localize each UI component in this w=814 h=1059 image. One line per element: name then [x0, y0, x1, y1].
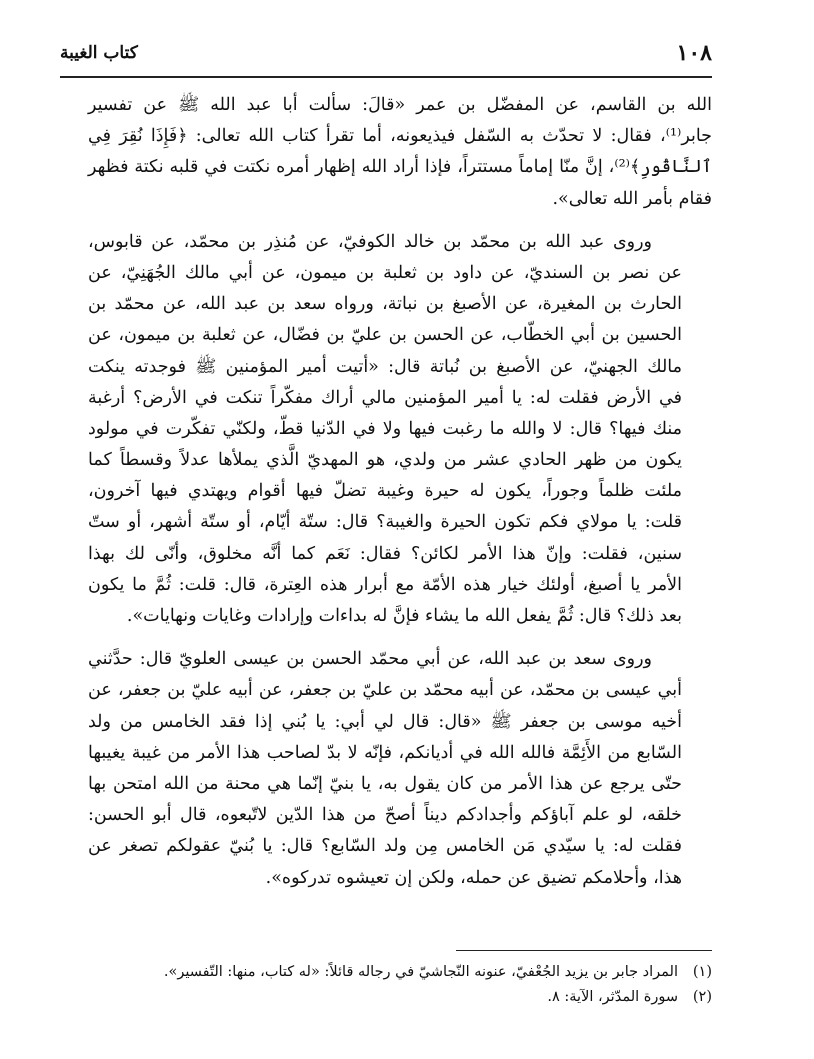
footnote-2	[60, 985, 712, 1010]
text-line: قلت: يا مولاي فكم تكون الحيرة والغيبة؟ قال: ستّة أيّام، أو ستّة أشهر، أو ستّ	[88, 512, 682, 533]
text-line: منك فيها؟ قال: لا والله ما رغبت فيها ولا في الدّنيا قطّ، ولكنّي تفكّرت في مولود	[88, 418, 682, 439]
text-line: ٱلنَّاقُورِ﴾⁽²⁾، إنَّ منّا إماماً مستتراً، فإذا أراد الله إظهار أمره نكتت في قلبه نكتة فظهر	[88, 157, 712, 178]
text-line: سنين، فقلت: وإنّ هذا الأمر لكائن؟ فقال: نَعَم كما أنَّه مخلوق، وأنّى لك بهذا	[88, 543, 682, 564]
text-line: في الأرض فقلت له: يا أمير المؤمنين مالي أراك مفكّراً تنكت في الأرض؟ أرغبة	[88, 387, 682, 408]
paragraph-1	[88, 90, 712, 215]
footnote-divider	[456, 950, 712, 951]
text-line: هذا، وأحلامكم تضيق عن حمله، ولكن إن تعيشوه تدركوه».	[265, 867, 682, 888]
text-line: وروى سعد بن عبد الله، عن أبي محمّد الحسن بن عيسى العلويّ قال: حدَّثني	[88, 649, 652, 670]
page-number: ١٠٨	[676, 40, 712, 66]
text-line: ملئت ظلماً وجوراً، يكون له حيرة وغيبة تضلّ فيها أقوام ويهتدي فيها آخرون،	[88, 481, 682, 502]
text-line: جابر⁽¹⁾، فقال: لا تحدّث به السّفل فيذيعونه، أما تقرأ كتاب الله تعالى: ﴿فَإِذَا نُقِرَ فِي	[88, 126, 712, 147]
footnote-marker: (١)	[692, 964, 712, 980]
footnote-marker: (٢)	[692, 989, 712, 1005]
book-title: كتاب الغيبة	[60, 43, 138, 63]
text-line: مالك الجهنيّ، عن الأصبغ بن نُباتة قال: «أتيت أمير المؤمنين ﷺ فوجدته ينكت	[88, 356, 682, 377]
text-line: وروى عبد الله بن محمّد بن خالد الكوفيّ، عن مُنذِر بن محمّد، عن قابوس،	[88, 231, 652, 252]
running-header	[60, 36, 712, 66]
text-line: فقلت له: يا سيّدي مَن الخامس مِن ولد السّابع؟ قال: يا بُنيّ عقولكم تصغر عن	[88, 836, 682, 857]
footnote-text: المراد جابر بن يزيد الجُعْفيّ، عنونه النّجاشيّ في رجاله قائلاً: «له كتاب، منها: التّفسير».	[163, 964, 678, 980]
text-line: خلقه، لو علم آباؤكم وأجدادكم ديناً أصحّ من هذا الدّين لاتّبعوه، قال أبو الحسن:	[88, 805, 682, 826]
text-line: الله بن القاسم، عن المفضّل بن عمر «قالَ: سألت أبا عبد الله ﷺ عن تفسير	[88, 95, 712, 115]
text-line: الحسين بن أبي الخطّاب، عن الحسن بن عليّ بن فضّال، عن ثعلبة بن ميمون، عن	[88, 325, 682, 346]
text-line: أخيه موسى بن جعفر ﷺ «قال: قال لي أبي: يا بُني إذا فقد الخامس من ولد	[88, 711, 682, 732]
text-line: عن نصر بن السنديّ، عن داود بن ثعلبة بن ميمون، عن أبي مالك الجُهَنِيّ، عن	[88, 262, 682, 283]
paragraph-2	[88, 227, 712, 632]
header-divider	[60, 76, 712, 78]
paragraph-3	[88, 644, 712, 894]
text-line: أبي عيسى بن محمّد، عن أبيه محمّد بن عليّ بن جعفر، عن أبيه عليّ بن جعفر، عن	[88, 680, 682, 701]
text-line: السّابع من الأَئِمَّة فالله الله في أديانكم، فإنّه لا بدّ لصاحب هذا الأمر من غيبة يغيبها	[88, 742, 682, 763]
text-line: يكون من ظهر الحادي عشر من ولدي، هو المهديّ الَّذي يملأها عدلاً وقسطاً كما	[88, 450, 682, 471]
book-page	[60, 0, 712, 1059]
body-text	[88, 90, 712, 894]
text-line: فقام بأمر الله تعالى».	[552, 188, 712, 209]
footnote-text: سورة المدّثر، الآية: ٨.	[547, 989, 678, 1005]
text-line: حتّى يرجع عن هذا الأمر من كان يقول به، يا بنيّ إنّما هي محنة من الله امتحن بها	[88, 773, 682, 794]
text-line: الأمر يا أصبغ، أولئك خيار هذه الأمّة مع أبرار هذه العِترة، قال: قلت: ثُمَّ ما يكون	[88, 574, 682, 595]
text-line: الحارث بن المغيرة، عن الأصبغ بن نباتة، ورواه سعد بن عبد الله، عن محمّد بن	[88, 294, 682, 315]
footnote-1	[60, 960, 712, 985]
text-line: بعد ذلك؟ قال: ثُمَّ يفعل الله ما يشاء فإنَّ له بداءات وإرادات وغايات ونهايات».	[126, 606, 682, 626]
footnotes	[60, 960, 712, 1010]
